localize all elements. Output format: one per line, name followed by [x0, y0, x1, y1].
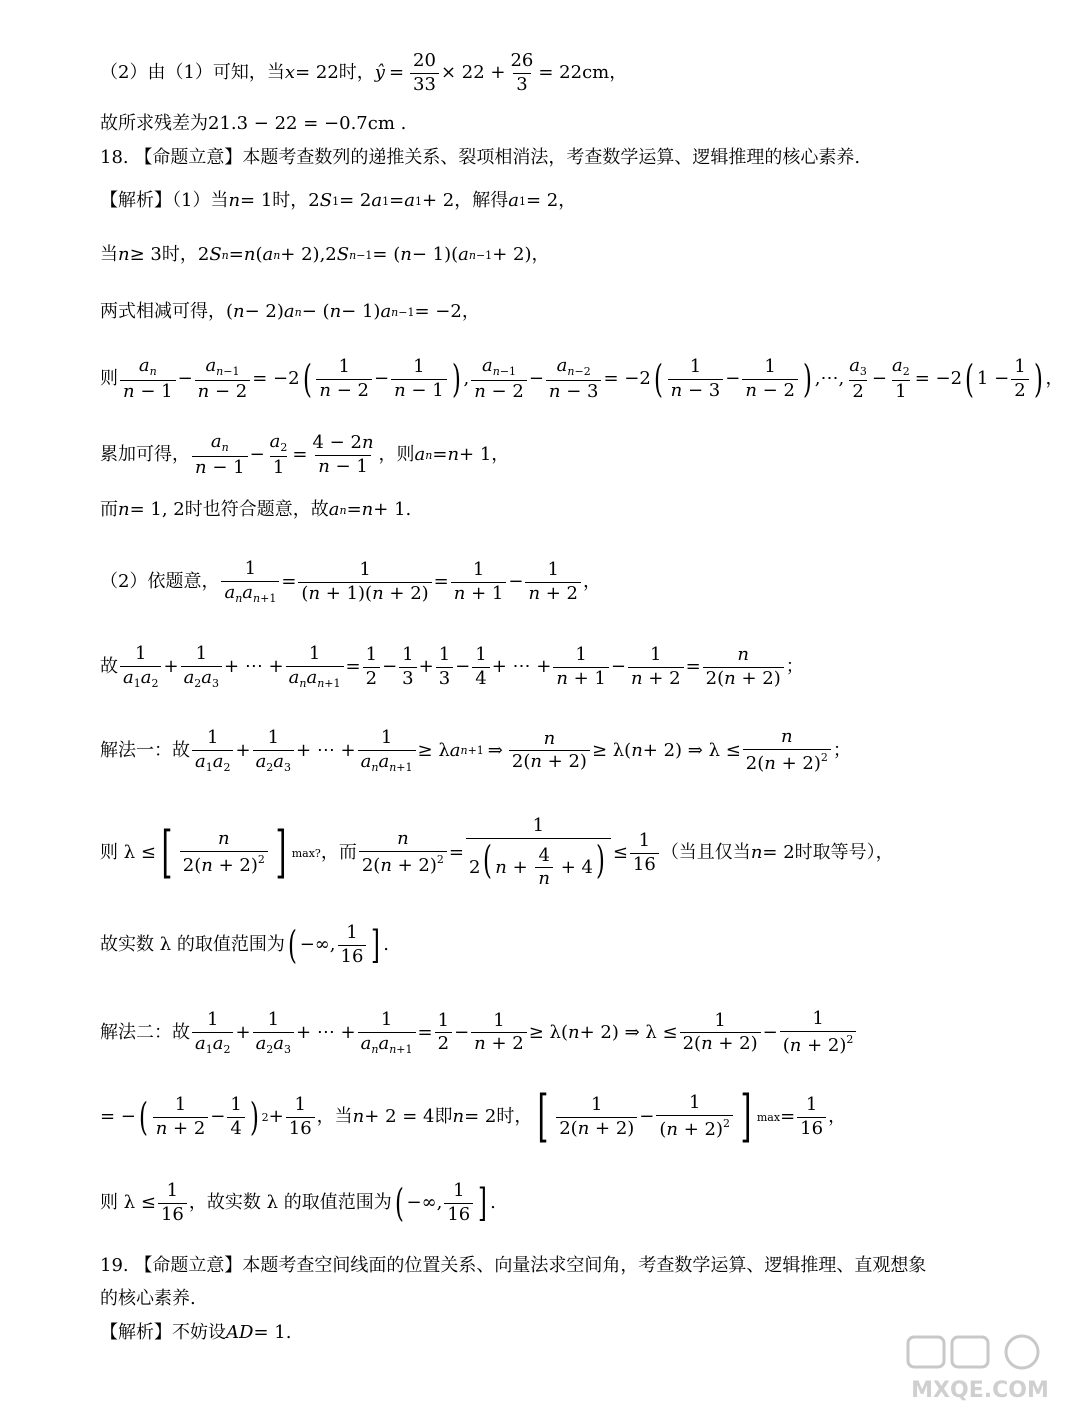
- conclusion-line: 而 n = 1, 2时也符合题意，故 a n = n + 1.: [100, 499, 412, 520]
- sum-line: 累加可得， $\frac{a_n}{n - 1}$ − $\frac{a_2}{1}$ = $\frac{4 - 2n}{n - 1}$ ，则 a n = n + 1，: [100, 431, 510, 478]
- residual-line-2: 故所求残差为21.3 − 22 = −0.7cm .: [100, 113, 407, 134]
- problem-19-intent-cont: 的核心素养.: [100, 1288, 196, 1309]
- telescoping-line: 则 $\frac{a_n}{n - 1}$ − $\frac{a_{n-1}}{n - 2}$ = −2 ( $\frac{1}{n - 2}$ − $\frac{1}{n - 1}$ ) , $\frac{a_{n-1}}{n - 2}$ − $\frac{a_{n-2}}{n - 3}$ = −2 ( $\frac{1}{n - 3}$ − $\frac{1}{n - 2}$ ) ,⋯, $\frac{a_3}{2}$ − $\frac{a_2}{1}$ = −2 ( 1 − $\frac{1}{2}$ ) ，: [100, 355, 1064, 402]
- range-line-1: 故实数 λ 的取值范围为 ( −∞, $\frac{1}{16}$ ] .: [100, 922, 389, 968]
- problem-19-intent: 19. 【命题立意】本题考查空间线面的位置关系、向量法求空间角，考查数学运算、逻辑推理、直观想象: [100, 1255, 927, 1276]
- fraction: $\frac{20}{33}$: [410, 52, 439, 95]
- part2-line: （2）依题意， $\frac{1}{a_na_{n+1}}$ = $\frac{1}{(n + 1)(n + 2)}$ = $\frac{1}{n + 1}$ − $\frac{1}{n + 2}$ ，: [100, 558, 602, 605]
- residual-line-1: （2）由（1）可知，当 x = 22时， ŷ = $\frac{20}{33}$ × 22 + $\frac{26}{3}$ = 22cm，: [100, 50, 628, 95]
- method1-bound-line: 则 λ ≤ [ $\frac{n}{2(n + 2)^2}$ ] max? ，而 $\frac{n}{2(n + 2)^2}$ = 1 2( n + $\frac{4}{n}$ + 4) ≤ $\frac{1}{16}$ （当且仅当 n = 2时取等号），: [100, 815, 894, 890]
- sum-part2-line: 故 $\frac{1}{a_1a_2}$ + $\frac{1}{a_2a_3}$ + ⋯ + $\frac{1}{a_na_{n+1}}$ = $\frac{1}{2}$ − $\frac{1}{3}$ + $\frac{1}{3}$ − $\frac{1}{4}$ + ⋯ + $\frac{1}{n + 1}$ − $\frac{1}{n + 2}$ = $\frac{n}{2(n + 2)}$ ；: [100, 643, 804, 690]
- watermark-logo: [900, 1333, 1060, 1403]
- analysis-line-3: 两式相减可得，( n − 2) a n − ( n − 1) a n−1 = −2，: [100, 301, 480, 322]
- analysis-line-1: 【解析】（1）当 n = 1时，2 S 1 = 2 a 1 = a 1 + 2，解得 a 1 = 2，: [100, 190, 577, 211]
- fraction: $\frac{26}{3}$: [510, 50, 534, 95]
- range-line-2: 则 λ ≤ $\frac{1}{16}$ ，故实数 λ 的取值范围为 ( −∞, $\frac{1}{16}$ ] .: [100, 1180, 496, 1226]
- analysis-line-2: 当 n ≥ 3时，2 S n = n ( a n + 2),2 S n−1 = ( n − 1)( a n−1 + 2)，: [100, 244, 550, 265]
- method2-line: 解法二：故 $\frac{1}{a_1a_2}$ + $\frac{1}{a_2a_3}$ + ⋯ + $\frac{1}{a_na_{n+1}}$ = $\frac{1}{2}$ − $\frac{1}{n + 2}$ ≥ λ( n + 2) ⇒ λ ≤ $\frac{1}{2(n + 2)}$ − $\frac{1}{(n + 2)^2}$: [100, 1010, 858, 1056]
- problem-18-intent: 18. 【命题立意】本题考查数列的递推关系、裂项相消法，考查数学运算、逻辑推理的核心素养.: [100, 147, 861, 168]
- problem-19-analysis: 【解析】不妨设AD= 1.: [100, 1322, 292, 1343]
- method1-line: 解法一：故 $\frac{1}{a_1a_2}$ + $\frac{1}{a_2a_3}$ + ⋯ + $\frac{1}{a_na_{n+1}}$ ≥ λ a n+1 ⇒ $\frac{n}{2(n + 2)}$ ≥ λ( n + 2) ⇒ λ ≤ $\frac{n}{2(n + 2)^2}$ ；: [100, 726, 851, 774]
- svg-text:MXQE.COM: MXQE.COM: [911, 1378, 1049, 1403]
- method2-max-line: = − ( $\frac{1}{n + 2}$ − $\frac{1}{4}$ ) 2 + $\frac{1}{16}$ ，当 n + 2 = 4即 n = 2时， [ $\frac{1}{2(n + 2)}$ − $\frac{1}{(n + 2)^2}$ ] max = $\frac{1}{16}$ ，: [100, 1084, 847, 1149]
